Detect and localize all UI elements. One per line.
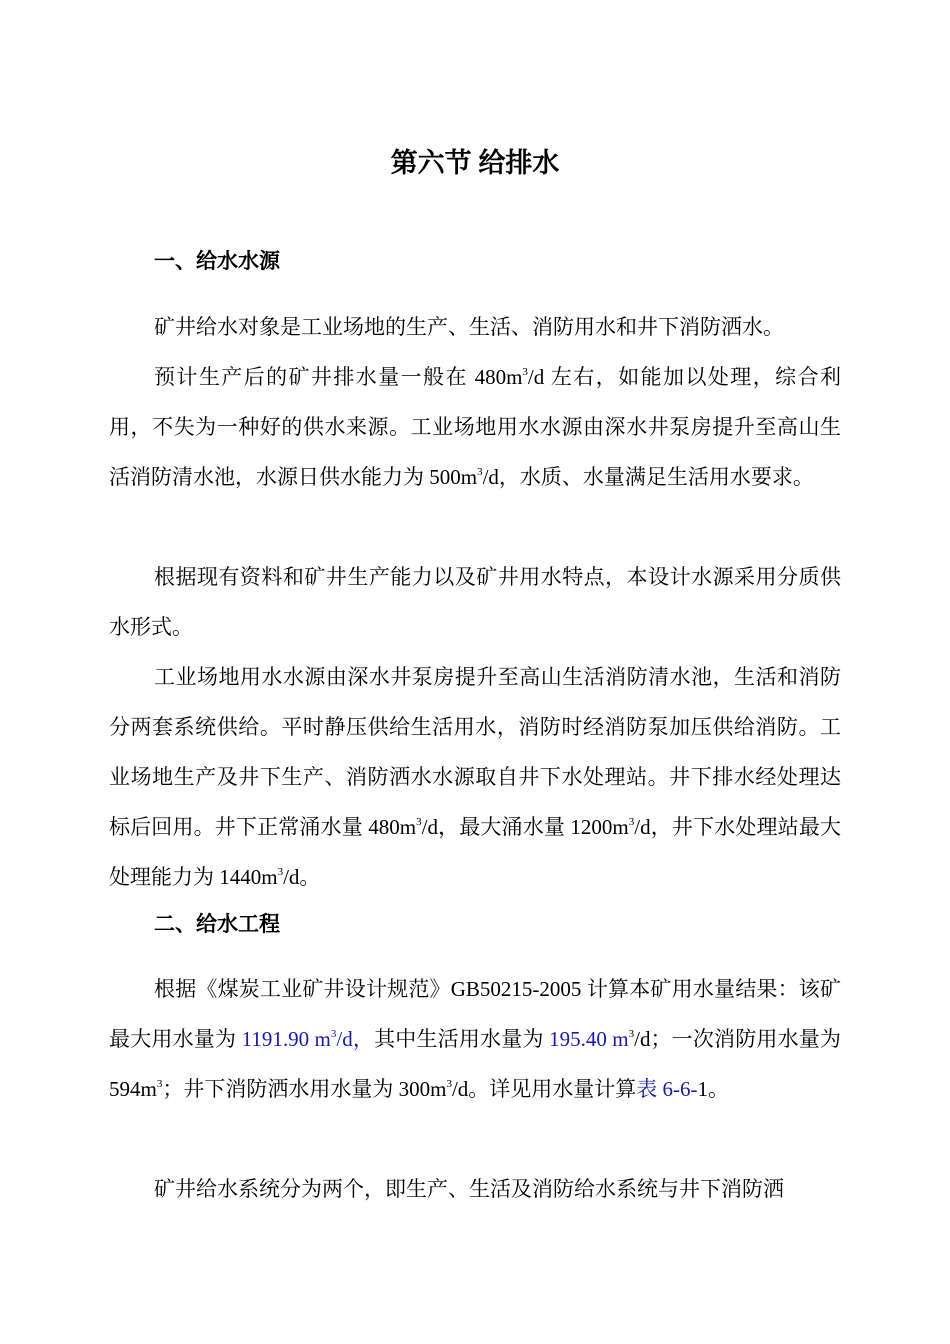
superscript: 3: [628, 816, 635, 828]
paragraph-water-consumption: [109, 964, 841, 1114]
paragraph-water-source-design: [109, 552, 841, 652]
superscript: 3: [446, 1078, 452, 1090]
superscript: 3: [156, 1078, 163, 1090]
page-title: 第六节 给排水: [390, 148, 560, 178]
text-run: 其中生活用水量为: [374, 1027, 550, 1051]
paragraph-water-supply-objects: [109, 302, 841, 352]
superscript: 3: [277, 866, 284, 878]
text-run: ；井下消防洒水用水量为 300m: [162, 1077, 447, 1101]
table-reference-link[interactable]: 表 6-6-: [636, 1077, 698, 1101]
paragraph-drainage-estimate: [109, 352, 841, 502]
paragraph-supply-systems: [109, 1164, 841, 1214]
paragraph-text: 根据现有资料和矿井生产能力以及矿井用水特点，本设计水源采用分质供水形式。: [109, 565, 841, 639]
text-run: /d；一次消防用水量为 594m: [109, 1027, 842, 1101]
superscript: 3: [416, 816, 422, 828]
section-heading-water-source: 一、给水水源: [154, 249, 280, 273]
text-run: /d，水质、水量满足生活用水要求。: [482, 465, 814, 489]
section-heading-water-engineering: 二、给水工程: [154, 912, 280, 936]
superscript: 3: [522, 366, 528, 378]
superscript: 3: [477, 466, 483, 478]
text-run: /d，: [336, 1027, 375, 1051]
text-run: 预计生产后的矿井排水量一般在 480m: [154, 365, 523, 389]
superscript: 3: [628, 1028, 635, 1040]
text-run: /d，井下水处理站最大处理能力为 1440m: [109, 815, 841, 889]
text-run: /d，最大涌水量 1200m: [421, 815, 629, 839]
text-run: /d。详见用水量计算: [451, 1077, 637, 1101]
paragraph-text: 矿井给水对象是工业场地的生产、生活、消防用水和井下消防洒水。: [154, 315, 784, 339]
domestic-water-value: 195.40 m: [549, 1027, 629, 1051]
text-run: 1191.90 m: [241, 1027, 331, 1051]
text-run: 1。: [697, 1077, 730, 1101]
paragraph-text: 矿井给水系统分为两个，即生产、生活及消防给水系统与井下消防洒: [154, 1177, 784, 1201]
text-run: 工业场地用水水源由深水井泵房提升至高山生活消防清水池，生活和消防分两套系统供给。平时静压供给生活用水，消防时经消防泵加压供给消防。工业场地生产及井下生产、消防洒水水源取自井下水处理站。井下排水经处理达标后回用。井下正常涌水量 480m: [109, 665, 841, 839]
paragraph-supply-system: [109, 652, 841, 902]
superscript: 3: [330, 1028, 337, 1040]
text-run: /d 左右，如能加以处理，综合利用，不失为一种好的供水来源。工业场地用水水源由深水井泵房提升至高山生活消防清水池，水源日供水能力为 500m: [109, 365, 841, 489]
text-run: /d。: [283, 865, 321, 889]
max-water-value: [242, 1027, 374, 1051]
text-run: 根据《煤炭工业矿井设计规范》GB50215-2005 计算本矿用水量结果：该矿最大用水量为: [109, 977, 841, 1051]
